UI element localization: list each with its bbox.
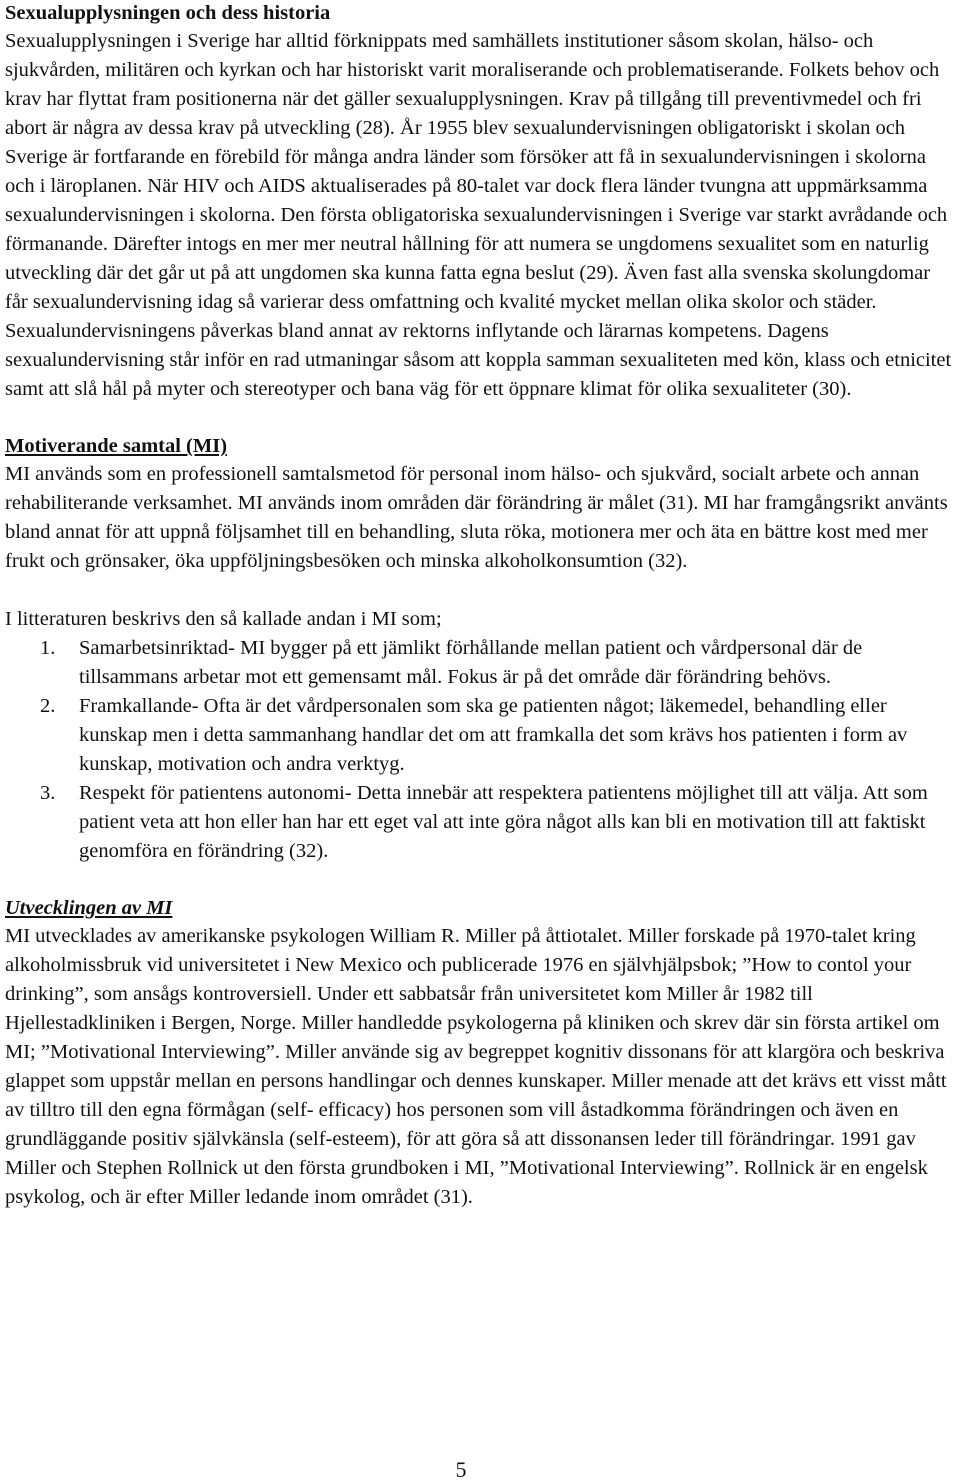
- list-number: 2.: [40, 695, 56, 717]
- list-intro: I litteraturen beskrivs den så kallade andan i MI som;: [5, 608, 442, 630]
- page-number: 5: [455, 1457, 467, 1482]
- section-paragraph: Sexualupplysningen i Sverige har alltid förknippats med samhällets institutioner såsom skolan, hälso- och sjukvården, militären och kyrkan och har historiskt varit moraliserande och problematiserande. Folkets behov och krav har flyttat fram positionerna när det gäller sexualupplysningen. Krav på tillgång till preventivmedel och fri abort är några av dessa krav på utveckling (28). År 1955 blev sexualundervisningen obligatoriskt i skolan och Sverige är fortfarande en förebild för många andra länder som försöker att få in sexualundervisningen i skolorna och i läroplanen. När HIV och AIDS aktualiserades på 80-talet var dock flera länder tvungna att uppmärksamma sexualundervisningen i skolorna. Den första obligatoriska sexualundervisningen i Sverige var starkt avrådande och förmanande. Därefter intogs en mer mer neutral hållning för att numera se ungdomens sexualitet som en naturlig utveckling där det går ut på att ungdomen ska kunna fatta egna beslut (29). Även fast alla svenska skolungdomar får sexualundervisning idag så varierar dess omfattning och kvalité mycket mellan olika skolor och städer. Sexualundervisningens påverkas bland annat av rektorns inflytande och lärarnas kompetens. Dagens sexualundervisning står inför en rad utmaningar såsom att koppla samman sexualiteten med kön, klass och etnicitet samt att slå hål på myter och stereotyper och bana väg för ett öppnare klimat för olika sexualiteter (30).: [5, 30, 952, 400]
- list-item: [5, 634, 955, 692]
- section-motiverande-samtal: [5, 433, 955, 866]
- list-item: [5, 779, 955, 866]
- list-number: 1.: [40, 637, 56, 659]
- list-text: Respekt för patientens autonomi- Detta innebär att respektera patientens möjlighet till att välja. Att som patient veta att hon eller han har ett eget val att inte göra något alls kan bli en motivation till att faktiskt genomföra en förändring (32).: [79, 782, 928, 862]
- list-text: Samarbetsinriktad- MI bygger på ett jämlikt förhållande mellan patient och vårdpersonal där de tillsammans arbetar mot ett gemensamt mål. Fokus är på det område där förändring behövs.: [79, 637, 863, 688]
- section-heading: Utvecklingen av MI: [5, 897, 173, 919]
- section-paragraph: MI används som en professionell samtalsmetod för personal inom hälso- och sjukvård, socialt arbete och annan rehabiliterande verksamhet. MI används inom områden där förändring är målet (31). MI har framgångsrikt använts bland annat för att uppnå följsamhet till en behandling, sluta röka, motionera mer och äta en bättre kost med mer frukt och grönsaker, öka uppföljningsbesöken och minska alkoholkonsumtion (32).: [5, 463, 948, 572]
- document-page: [5, 0, 955, 1212]
- section-sexualupplysningen: [5, 0, 955, 404]
- section-heading: Motiverande samtal (MI): [5, 435, 228, 457]
- section-paragraph: MI utvecklades av amerikanske psykologen William R. Miller på åttiotalet. Miller forskade på 1970-talet kring alkoholmissbruk vid universitetet i New Mexico och publicerade 1976 en självhjälpsbok; ”How to contol your drinking”, som ansågs kontroversiell. Under ett sabbatsår från universitetet kom Miller år 1982 till Hjellestadkliniken i Bergen, Norge. Miller handledde psykologerna på kliniken och skrev där sin första artikel om MI; ”Motivational Interviewing”. Miller använde sig av begreppet kognitiv dissonans för att klargöra och beskriva glappet som uppstår mellan en persons handlingar och dennes kunskaper. Miller menade att det krävs ett visst mått av tilltro till den egna förmågan (self- efficacy) hos personen som vill åstadkomma förändringen och även en grundläggande positiv självkänsla (self-esteem), för att göra så att dissonansen leder till förändringar. 1991 gav Miller och Stephen Rollnick ut den första grundboken i MI, ”Motivational Interviewing”. Rollnick är en engelsk psykolog, och är efter Miller ledande inom området (31).: [5, 925, 947, 1208]
- list-item: [5, 692, 955, 779]
- section-heading: Sexualupplysningen och dess historia: [5, 2, 331, 24]
- section-utvecklingen-av-mi: [5, 895, 955, 1212]
- numbered-list: [5, 634, 955, 866]
- list-number: 3.: [40, 782, 56, 804]
- list-text: Framkallande- Ofta är det vårdpersonalen som ska ge patienten något; läkemedel, behandling eller kunskap men i detta sammanhang handlar det om att framkalla det som krävs hos patienten i form av kunskap, motivation och andra verktyg.: [79, 695, 908, 775]
